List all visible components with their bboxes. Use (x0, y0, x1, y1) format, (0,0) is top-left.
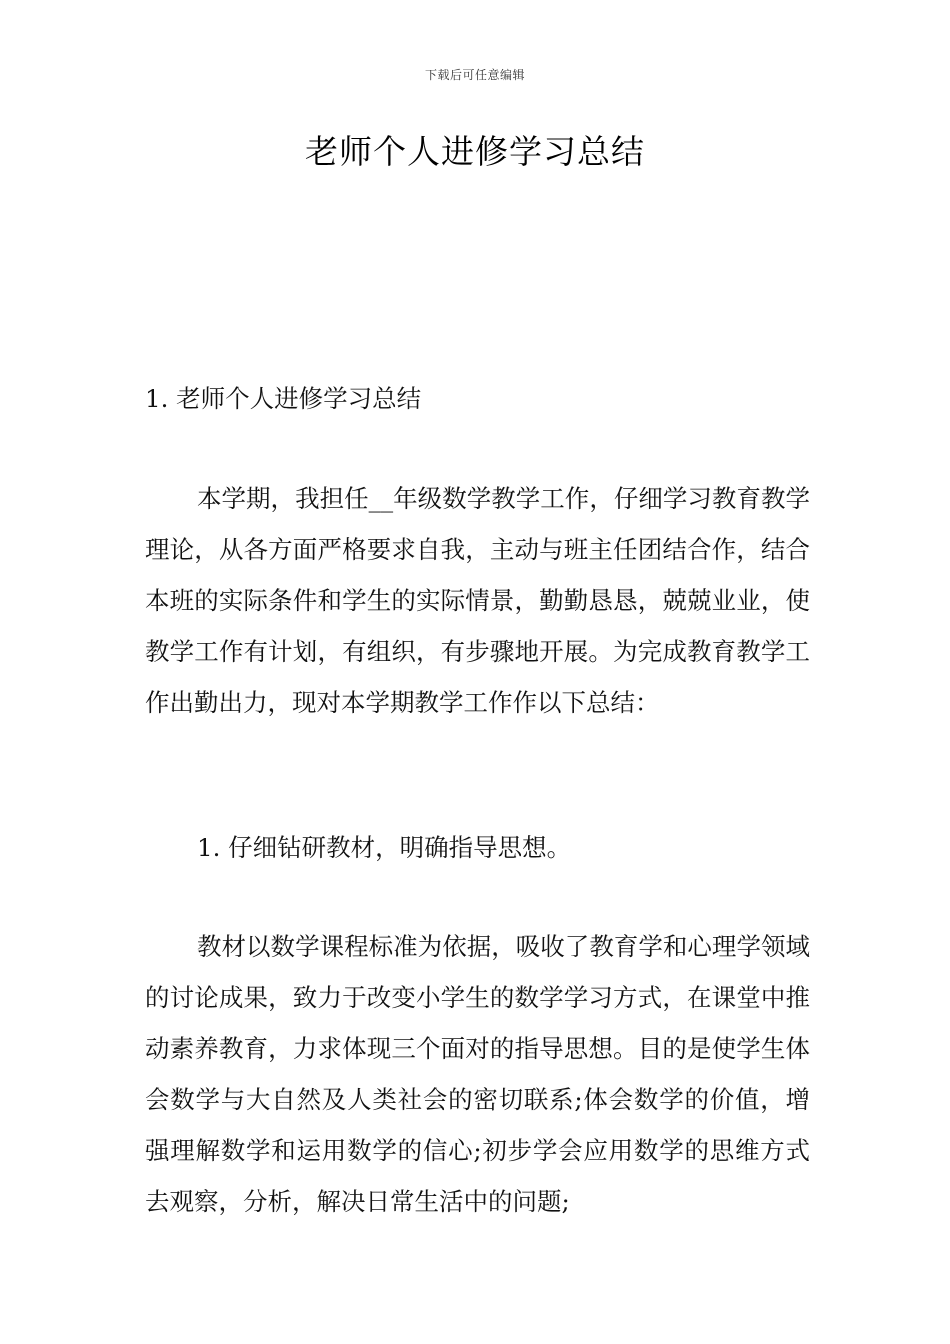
paragraph-body: 教材以数学课程标准为依据，吸收了教育学和心理学领域的讨论成果，致力于改变小学生的数学学习方式，在课堂中推动素养教育，力求体现三个面对的指导思想。目的是使学生体会数学与大自然及人类社会的密切联系;体会数学的价值，增强理解数学和运用数学的信心;初步学会应用数学的思维方式去观察，分析，解决日常生活中的问题; (145, 932, 810, 1216)
paragraph-intro: 本学期，我担任__年级数学教学工作，仔细学习教育教学理论，从各方面严格要求自我，主动与班主任团结合作，结合本班的实际条件和学生的实际情景，勤勤恳恳，兢兢业业，使教学工作有计划，有组织，有步骤地开展。为完成教育教学工作出勤出力，现对本学期教学工作作以下总结： (145, 484, 810, 717)
section-heading: 1. 老师个人进修学习总结 (145, 384, 422, 413)
document-title: 老师个人进修学习总结 (305, 132, 645, 171)
header-note: 下载后可任意编辑 (424, 68, 525, 82)
list-item-heading: 1. 仔细钻研教材，明确指导思想。 (197, 833, 572, 862)
